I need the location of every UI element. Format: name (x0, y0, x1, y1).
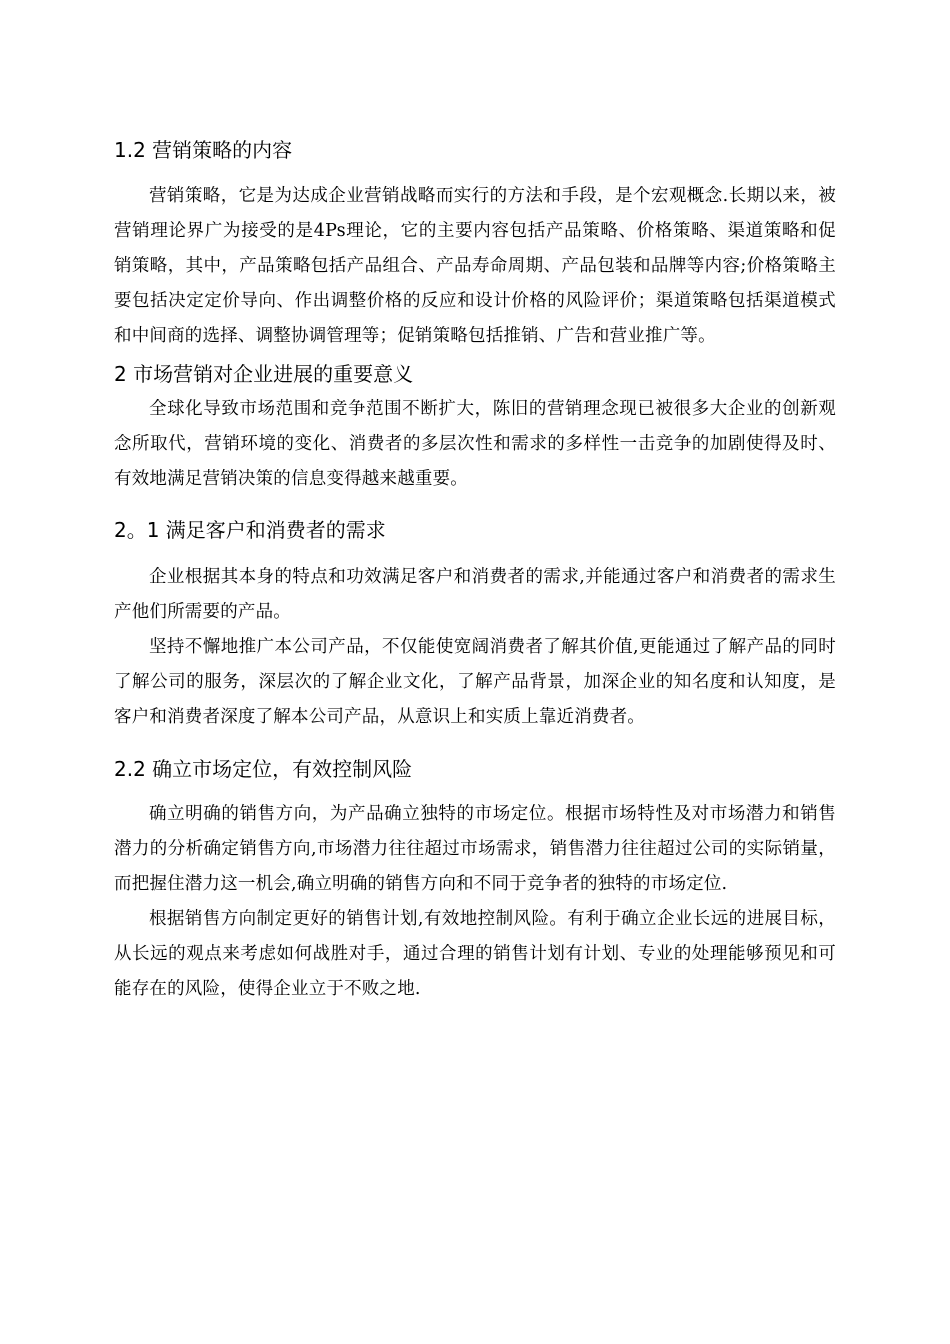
section-heading: 2。1 满足客户和消费者的需求 (114, 518, 386, 542)
document-page (114, 134, 836, 1007)
paragraph: 确立明确的销售方向，为产品确立独特的市场定位。根据市场特性及对市场潜力和销售潜力的分析确定销售方向,市场潜力往往超过市场需求，销售潜力往往超过公司的实际销量，而把握住潜力这一机会,确立明确的销售方向和不同于竞争者的独特的市场定位. (114, 804, 836, 894)
paragraph: 坚持不懈地推广本公司产品，不仅能使宽阔消费者了解其价值,更能通过了解产品的同时了解公司的服务，深层次的了解企业文化，了解产品背景，加深企业的知名度和认知度，是客户和消费者深度了解本公司产品，从意识上和实质上靠近消费者。 (114, 637, 836, 727)
section-heading: 2.2 确立市场定位，有效控制风险 (114, 757, 413, 781)
paragraph: 营销策略，它是为达成企业营销战略而实行的方法和手段，是个宏观概念.长期以来，被营销理论界广为接受的是4Ps理论，它的主要内容包括产品策略、价格策略、渠道策略和促销策略，其中，产品策略包括产品组合、产品寿命周期、产品包装和品牌等内容;价格策略主要包括决定定价导向、作出调整价格的反应和设计价格的风险评价；渠道策略包括渠道模式和中间商的选择、调整协调管理等；促销策略包括推销、广告和营业推广等。 (114, 186, 836, 346)
section-heading: 1.2 营销策略的内容 (114, 138, 293, 162)
paragraph: 全球化导致市场范围和竞争范围不断扩大，陈旧的营销理念现已被很多大企业的创新观念所取代，营销环境的变化、消费者的多层次性和需求的多样性一击竞争的加剧使得及时、有效地满足营销决策的信息变得越来越重要。 (114, 399, 836, 489)
section-heading: 2 市场营销对企业进展的重要意义 (114, 362, 414, 386)
paragraph: 企业根据其本身的特点和功效满足客户和消费者的需求,并能通过客户和消费者的需求生产他们所需要的产品。 (114, 567, 836, 622)
paragraph: 根据销售方向制定更好的销售计划,有效地控制风险。有利于确立企业长远的进展目标，从长远的观点来考虑如何战胜对手，通过合理的销售计划有计划、专业的处理能够预见和可能存在的风险，使得企业立于不败之地. (114, 909, 836, 999)
